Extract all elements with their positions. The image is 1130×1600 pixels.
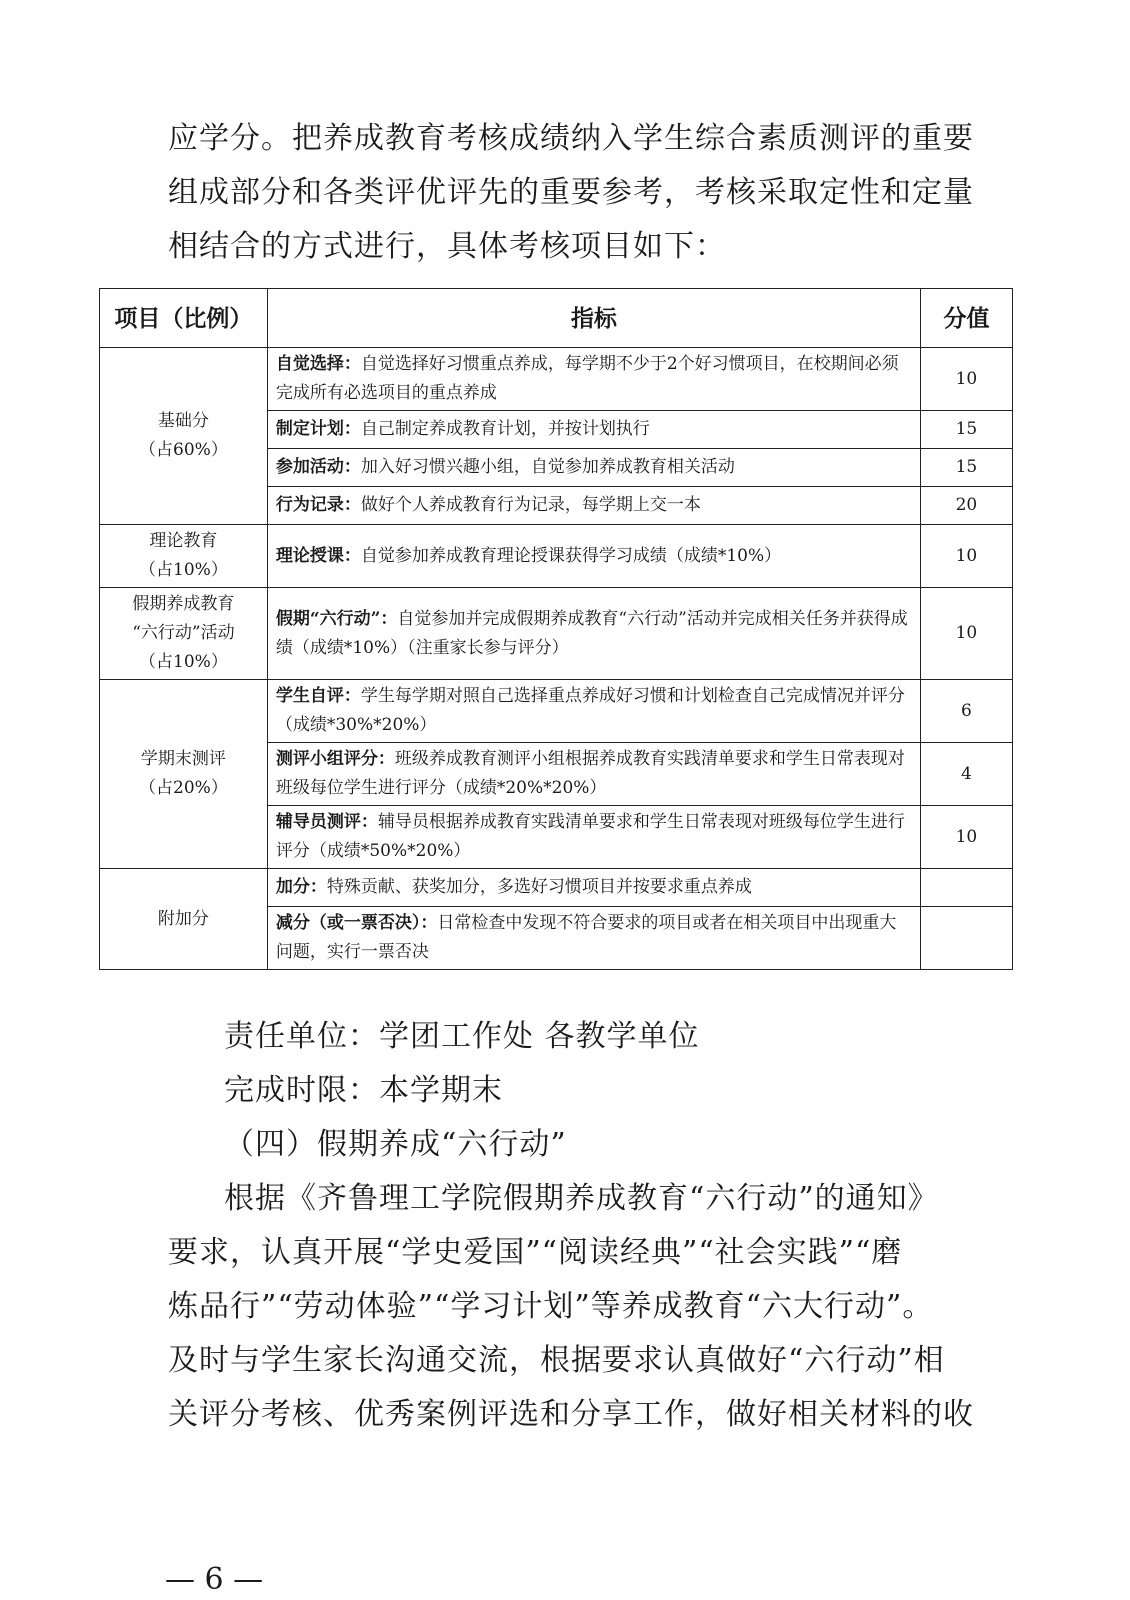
intro-paragraph — [168, 112, 974, 274]
body-line: 炼品行”“劳动体验”“学习计划”等养成教育“六大行动”。 — [168, 1289, 934, 1324]
score-cell — [920, 869, 1012, 907]
indicator-cell: 假期“六行动”：自觉参加并完成假期养成教育“六行动”活动并完成相关任务并获得成绩（成绩*10%）（注重家长参与评分） — [267, 588, 920, 680]
table-row — [100, 588, 1013, 680]
score-cell — [920, 907, 1012, 970]
table-header-row — [100, 289, 1013, 348]
indicator-cell: 学生自评：学生每学期对照自己选择重点养成好习惯和计划检查自己完成情况并评分（成绩*30%*20%） — [267, 680, 920, 743]
score-cell: 15 — [920, 449, 1012, 487]
table-row — [100, 869, 1013, 907]
indicator-cell: 辅导员测评：辅导员根据养成教育实践清单要求和学生日常表现对班级每位学生进行评分（成绩*50%*20%） — [267, 806, 920, 869]
body-line: 要求，认真开展“学史爱国”“阅读经典”“社会实践”“磨 — [168, 1235, 903, 1270]
category-cell: 学期末测评 （占20%） — [100, 680, 268, 869]
category-cell: 假期养成教育 “六行动”活动 （占10%） — [100, 588, 268, 680]
indicator-cell: 测评小组评分：班级养成教育测评小组根据养成教育实践清单要求和学生日常表现对班级每位学生进行评分（成绩*20%*20%） — [267, 743, 920, 806]
responsible-line: 责任单位：学团工作处 各教学单位 — [224, 1019, 700, 1054]
category-cell: 附加分 — [100, 869, 268, 970]
indicator-cell: 行为记录：做好个人养成教育行为记录，每学期上交一本 — [267, 487, 920, 525]
score-cell: 10 — [920, 588, 1012, 680]
table-row — [100, 525, 1013, 588]
header-score: 分值 — [920, 289, 1012, 348]
indicator-cell: 减分（或一票否决）：日常检查中发现不符合要求的项目或者在相关项目中出现重大问题，实行一票否决 — [267, 907, 920, 970]
score-cell: 10 — [920, 525, 1012, 588]
score-cell: 4 — [920, 743, 1012, 806]
body-line: 关评分考核、优秀案例评选和分享工作，做好相关材料的收 — [168, 1397, 974, 1432]
category-cell: 理论教育 （占10%） — [100, 525, 268, 588]
intro-line: 应学分。把养成教育考核成绩纳入学生综合素质测评的重要 — [168, 121, 974, 156]
score-cell: 10 — [920, 348, 1012, 411]
assessment-table — [99, 288, 1013, 970]
indicator-cell: 参加活动：加入好习惯兴趣小组，自觉参加养成教育相关活动 — [267, 449, 920, 487]
indicator-cell: 理论授课：自觉参加养成教育理论授课获得学习成绩（成绩*10%） — [267, 525, 920, 588]
score-cell: 6 — [920, 680, 1012, 743]
header-indicator: 指标 — [267, 289, 920, 348]
score-cell: 20 — [920, 487, 1012, 525]
page-number: — 6 — — [165, 1562, 264, 1597]
category-cell: 基础分 （占60%） — [100, 348, 268, 525]
table-row — [100, 680, 1013, 743]
body-line: 及时与学生家长沟通交流，根据要求认真做好“六行动”相 — [168, 1343, 945, 1378]
after-table-section — [168, 1010, 974, 1442]
indicator-cell: 自觉选择：自觉选择好习惯重点养成，每学期不少于2个好习惯项目，在校期间必须完成所有必选项目的重点养成 — [267, 348, 920, 411]
header-category: 项目（比例） — [100, 289, 268, 348]
indicator-cell: 制定计划：自己制定养成教育计划，并按计划执行 — [267, 411, 920, 449]
indicator-cell: 加分：特殊贡献、获奖加分，多选好习惯项目并按要求重点养成 — [267, 869, 920, 907]
deadline-line: 完成时限：本学期末 — [224, 1073, 503, 1108]
section-heading: （四）假期养成“六行动” — [224, 1127, 567, 1162]
body-line: 根据《齐鲁理工学院假期养成教育“六行动”的通知》 — [224, 1181, 939, 1216]
intro-line: 相结合的方式进行，具体考核项目如下： — [168, 229, 726, 264]
table-row — [100, 348, 1013, 411]
score-cell: 15 — [920, 411, 1012, 449]
score-cell: 10 — [920, 806, 1012, 869]
intro-line: 组成部分和各类评优评先的重要参考，考核采取定性和定量 — [168, 175, 974, 210]
